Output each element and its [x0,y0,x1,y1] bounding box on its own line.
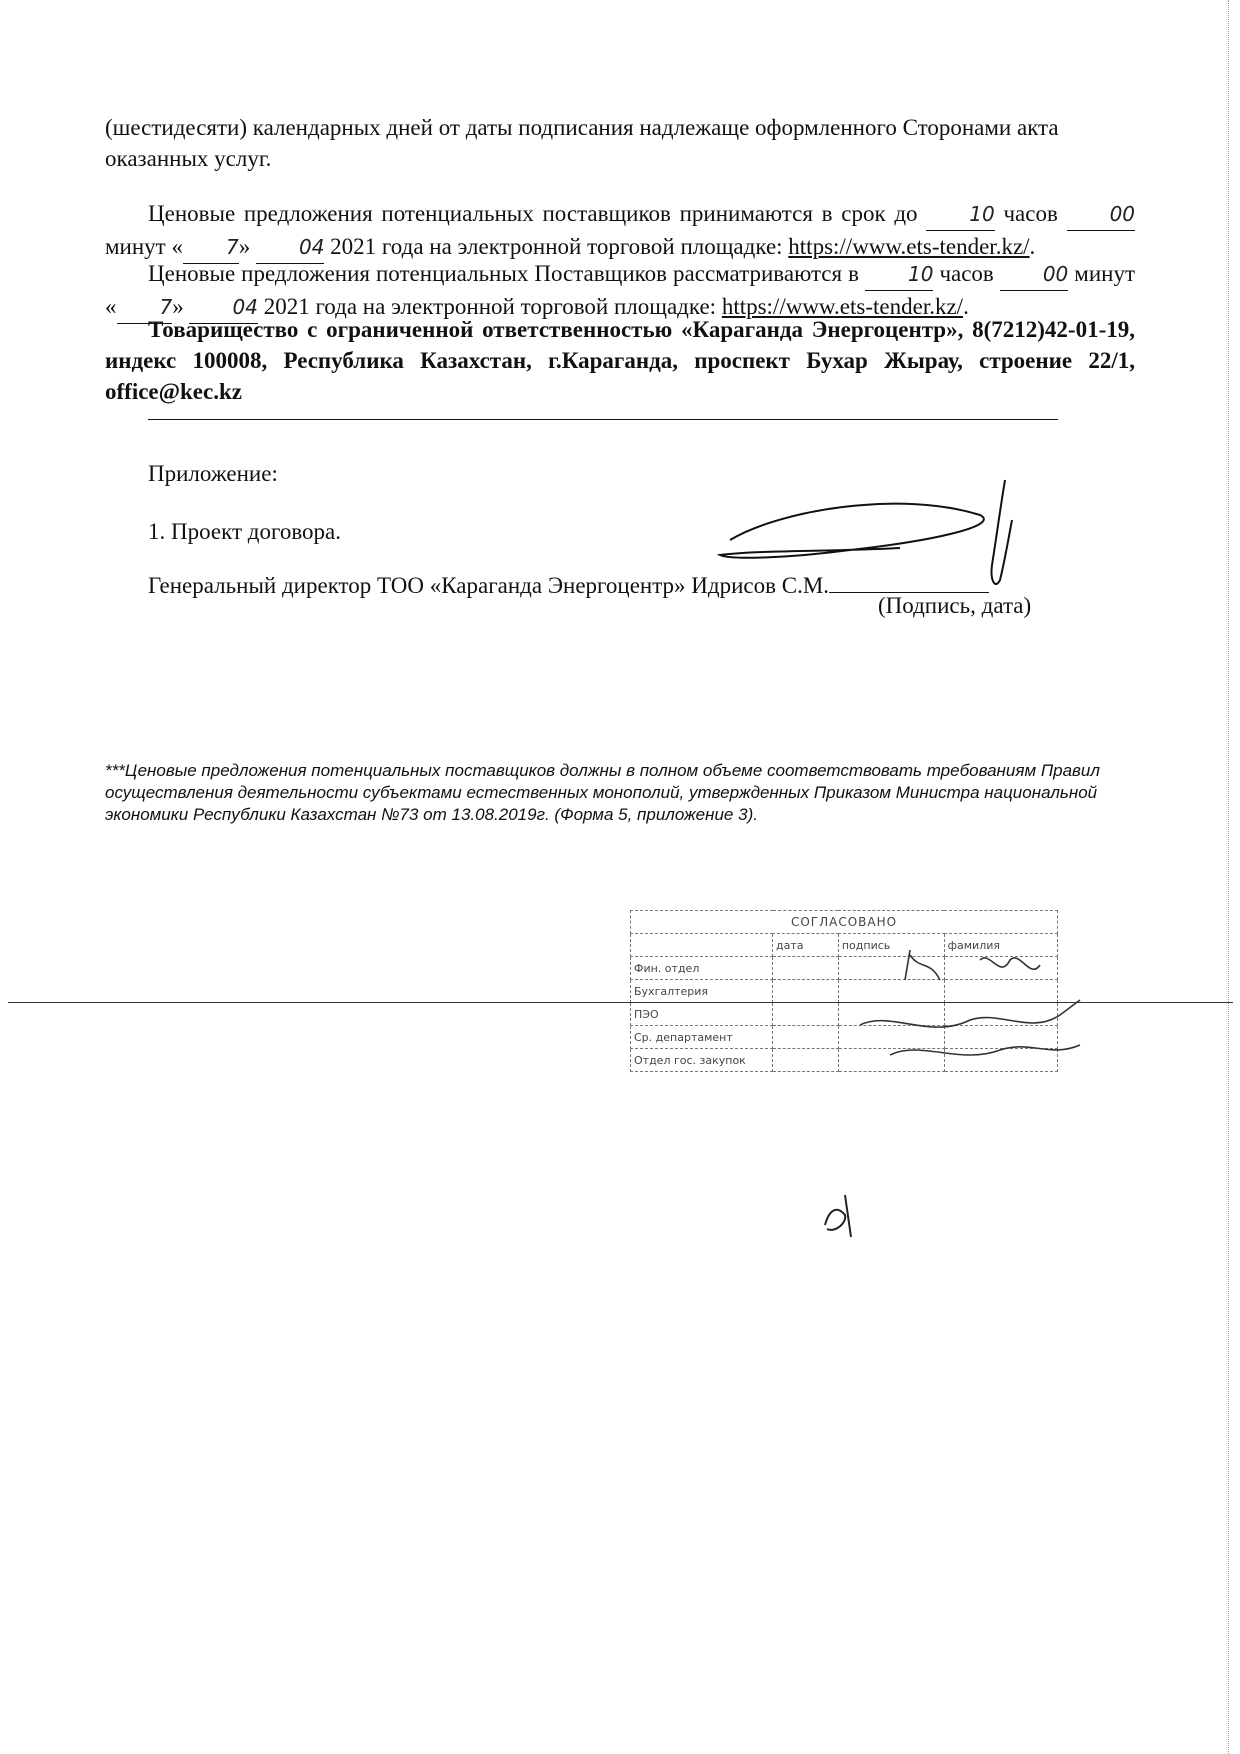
signatory-line: Генеральный директор ТОО «Караганда Энергоцентр» Идрисов С.М. [148,570,1098,601]
stamp-signatures [850,940,1100,1090]
review-minute-handwritten: 00 [1000,259,1068,291]
month-handwritten: 04 [256,232,324,264]
paragraph-continuation: (шестидесяти) календарных дней от даты подписания надлежаще оформленного Сторонами акта оказанных услуг. [105,115,1059,171]
appendix-label: Приложение: [148,461,278,486]
stamp-row: ПЭО [631,1003,773,1026]
ets-tender-link[interactable]: https://www.ets-tender.kz/ [788,234,1030,259]
scan-horizontal-line [8,1002,1233,1003]
review-month-handwritten: 04 [189,292,257,324]
acceptance-paragraph: Ценовые предложения потенциальных поставщиков принимаются в срок до 10 часов 00 минут « 7» 04 2021 года на электронной торговой площадке: https://www.ets-tender.kz/. [105,198,1135,264]
day-handwritten: 7 [183,232,239,264]
footnote: ***Ценовые предложения потенциальных поставщиков должны в полном объеме соответствовать требованиям Правил осуществления деятельности субъектами естественных монополий, утвержденных Приказом Министра национальной экономики Республики Казахстан №73 от 13.08.2019г. (Форма 5, приложение 3). [105,761,1100,824]
hour-handwritten: 10 [926,199,994,231]
review-day-handwritten: 7 [117,292,173,324]
page-initial-mark [815,1185,875,1245]
stamp-title: СОГЛАСОВАНО [631,911,1058,934]
signature-caption: (Подпись, дата) [878,593,1032,618]
stamp-row: Ср. департамент [631,1026,773,1049]
review-hour-handwritten: 10 [865,259,933,291]
scan-edge [1228,0,1229,1754]
director-signature [700,470,1040,610]
stamp-col-date: дата [773,934,839,957]
stamp-row: Бухгалтерия [631,980,773,1003]
minute-handwritten: 00 [1067,199,1135,231]
company-details: Товарищество с ограниченной ответственностью «Караганда Энергоцентр», 8(7212)42-01-19, индекс 100008, Республика Казахстан, г.Караганда, проспект Бухар Жырау, строение 22/1, office@kec.kz [105,317,1135,404]
separator-line [148,419,1058,420]
stamp-row: Фин. отдел [631,957,773,980]
stamp-col-surname: фамилия [944,934,1057,957]
stamp-row: Отдел гос. закупок [631,1049,773,1072]
review-paragraph: Ценовые предложения потенциальных Поставщиков рассматриваются в 10 часов 00 минут « 7» 04 2021 года на электронной торговой площадке: https://www.ets-tender.kz/. [105,258,1135,324]
appendix-item: 1. Проект договора. [148,519,341,544]
ets-tender-link-2[interactable]: https://www.ets-tender.kz/ [721,294,964,319]
stamp-col-signature: подпись [838,934,944,957]
